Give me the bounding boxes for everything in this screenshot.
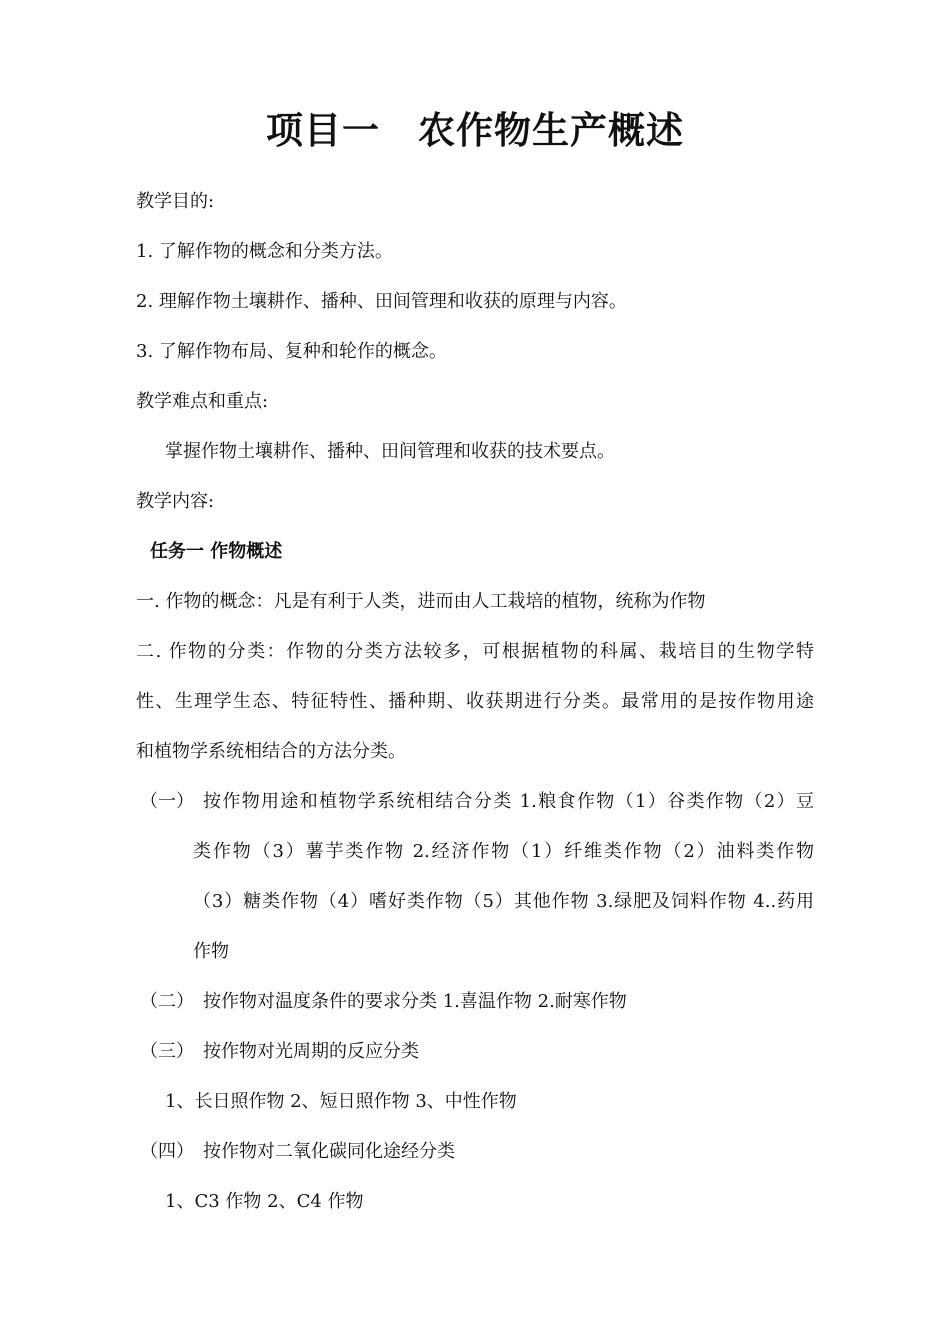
category-1-line-1: 按作物用途和植物学系统相结合分类 1.粮食作物（1）谷类作物（2）豆 <box>203 791 814 812</box>
category-1-marker: （一） <box>140 791 194 812</box>
objective-item-1: 1. 了解作物的概念和分类方法。 <box>136 241 393 262</box>
category-3-text: 按作物对光周期的反应分类 <box>203 1041 419 1062</box>
category-2-marker: （二） <box>140 991 194 1012</box>
key-points-text: 掌握作物土壤耕作、播种、田间管理和收获的技术要点。 <box>165 441 615 462</box>
classification-line-3: 和植物学系统相结合的方法分类。 <box>136 741 406 762</box>
category-4-text: 按作物对二氧化碳同化途经分类 <box>203 1141 455 1162</box>
category-4-sub: 1、C3 作物 2、C4 作物 <box>165 1191 364 1212</box>
content-heading: 教学内容: <box>136 491 215 512</box>
objectives-heading: 教学目的: <box>136 191 215 212</box>
category-3-marker: （三） <box>140 1041 194 1062</box>
classification-line-1: 二. 作物的分类：作物的分类方法较多，可根据植物的科属、栽培目的生物学特 <box>136 641 814 662</box>
category-3-sub: 1、长日照作物 2、短日照作物 3、中性作物 <box>165 1091 517 1112</box>
category-1-line-3: （3）糖类作物（4）嗜好类作物（5）其他作物 3.绿肥及饲料作物 4..药用 <box>193 891 814 912</box>
objective-item-2: 2. 理解作物土壤耕作、播种、田间管理和收获的原理与内容。 <box>136 291 627 312</box>
category-4-marker: （四） <box>140 1141 194 1162</box>
category-1-line-4: 作物 <box>193 941 229 962</box>
classification-line-2: 性、生理学生态、特征特性、播种期、收获期进行分类。最常用的是按作物用途 <box>136 691 814 712</box>
document-title: 项目一 农作物生产概述 <box>266 109 684 152</box>
category-1-line-2: 类作物（3）薯芋类作物 2.经济作物（1）纤维类作物（2）油料类作物 <box>193 841 814 862</box>
objective-item-3: 3. 了解作物布局、复种和轮作的概念。 <box>136 341 447 362</box>
key-points-heading: 教学难点和重点: <box>136 391 269 412</box>
task-heading: 任务一 作物概述 <box>150 541 283 562</box>
category-2-text: 按作物对温度条件的要求分类 1.喜温作物 2.耐寒作物 <box>203 991 627 1012</box>
crop-concept: 一. 作物的概念：凡是有利于人类，进而由人工栽培的植物，统称为作物 <box>136 591 706 612</box>
